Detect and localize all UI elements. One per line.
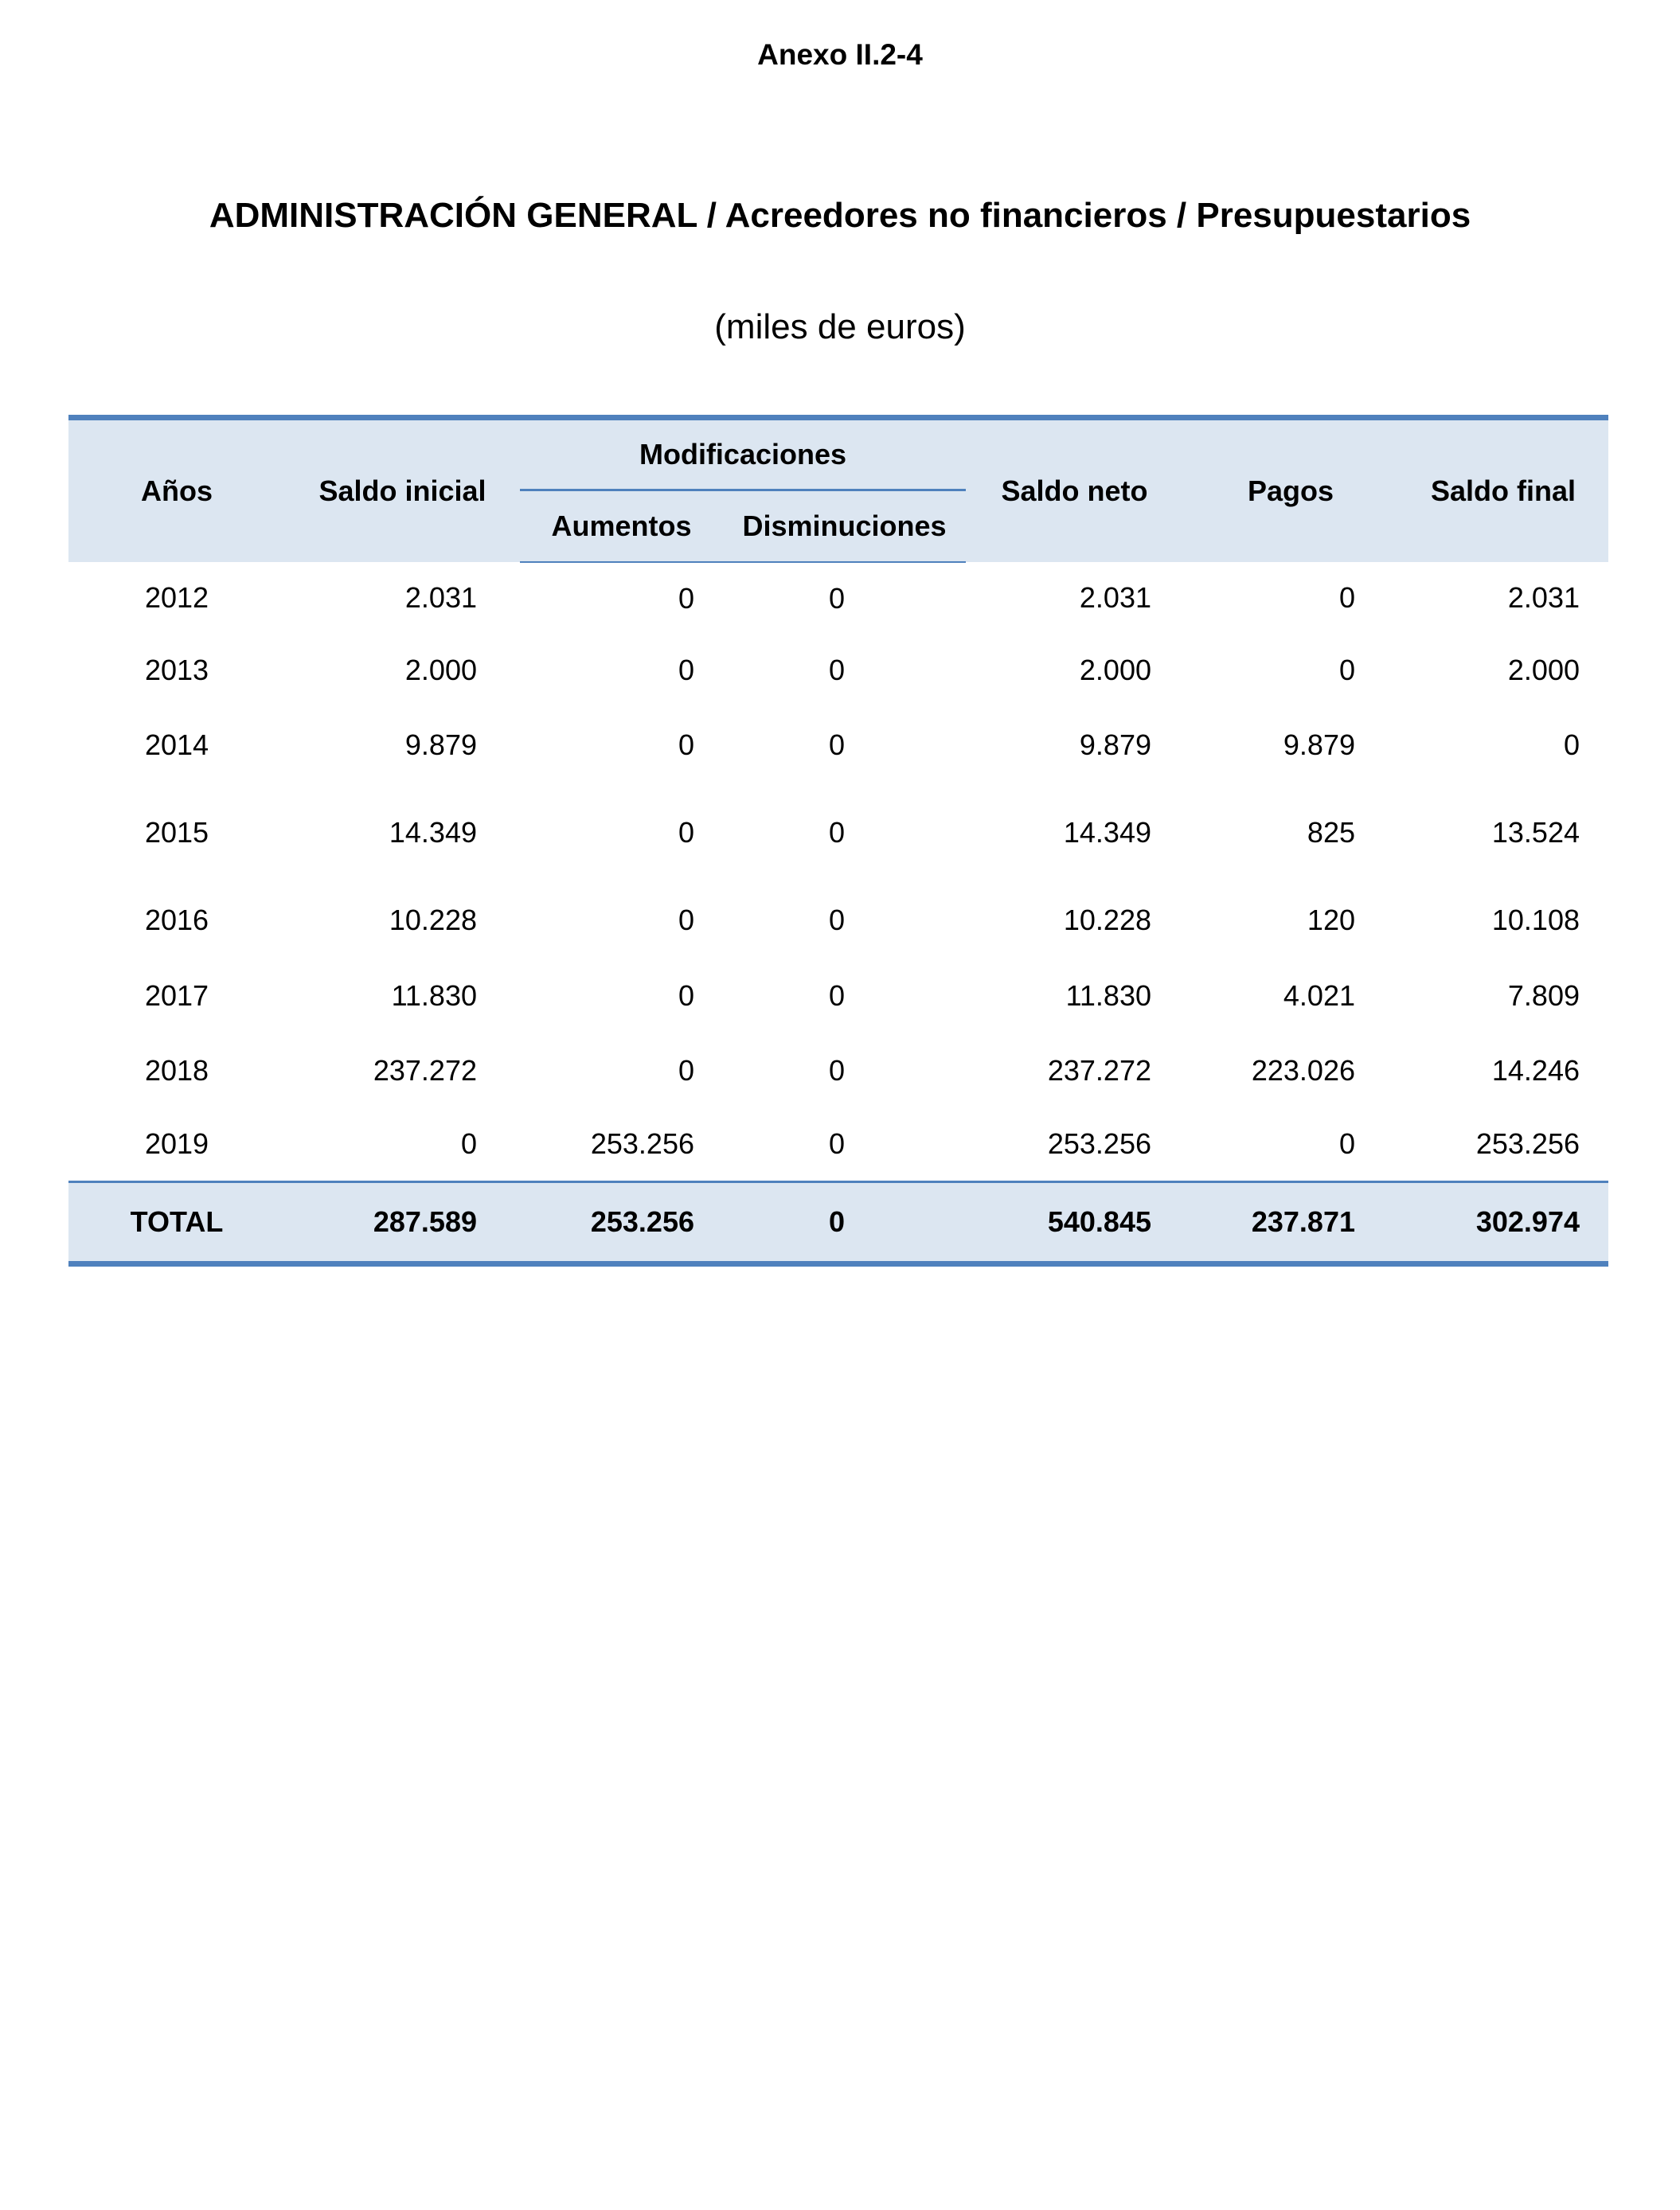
cell-saldo-neto: 11.830	[1065, 979, 1151, 1012]
cell-aumentos: 253.256	[590, 1127, 694, 1161]
header-saldo-final: Saldo final	[1398, 418, 1608, 563]
table-row	[68, 707, 1608, 783]
table-row	[68, 1108, 1608, 1181]
cell-disminuciones: 0	[828, 654, 845, 686]
total-row	[68, 1181, 1608, 1263]
cell-saldo-neto: 253.256	[1047, 1127, 1151, 1161]
cell-year: 2018	[144, 1054, 209, 1087]
cell-year: 2015	[144, 816, 209, 849]
total-label: TOTAL	[68, 1181, 285, 1263]
cell-saldo-inicial: 10.228	[389, 904, 477, 936]
cell-disminuciones: 0	[828, 816, 845, 849]
cell-aumentos: 0	[678, 1054, 694, 1087]
annex-label: Anexo II.2-4	[757, 38, 923, 71]
cell-saldo-final: 7.809	[1507, 979, 1580, 1012]
header-saldo-inicial: Saldo inicial	[285, 418, 520, 563]
cell-disminuciones: 0	[828, 728, 845, 761]
cell-pagos: 120	[1307, 904, 1355, 936]
header-disminuciones: Disminuciones	[723, 490, 966, 563]
units-note: (miles de euros)	[714, 307, 966, 346]
cell-pagos: 0	[1338, 581, 1355, 614]
cell-aumentos: 0	[678, 816, 694, 849]
cell-disminuciones: 0	[828, 979, 845, 1012]
cell-saldo-final: 13.524	[1491, 816, 1580, 849]
cell-year: 2013	[144, 654, 209, 686]
table-row	[68, 959, 1608, 1033]
cell-saldo-neto: 10.228	[1063, 904, 1151, 936]
total-saldo-final: 302.974	[1398, 1181, 1608, 1263]
table-row	[68, 1033, 1608, 1108]
table-row	[68, 783, 1608, 882]
cell-saldo-final: 0	[1563, 728, 1580, 761]
cell-year: 2016	[144, 904, 209, 936]
cell-pagos: 0	[1338, 654, 1355, 686]
table-row	[68, 634, 1608, 707]
total-saldo-neto: 540.845	[966, 1181, 1183, 1263]
cell-disminuciones: 0	[828, 1127, 845, 1161]
cell-saldo-inicial: 0	[460, 1127, 477, 1161]
cell-pagos: 9.879	[1283, 728, 1355, 761]
cell-pagos: 0	[1338, 1127, 1355, 1161]
total-saldo-inicial: 287.589	[285, 1181, 520, 1263]
cell-aumentos: 0	[678, 979, 694, 1012]
cell-saldo-neto: 2.000	[1079, 654, 1151, 686]
cell-disminuciones: 0	[828, 904, 845, 936]
cell-saldo-final: 253.256	[1475, 1127, 1580, 1161]
cell-year: 2012	[144, 581, 209, 614]
cell-aumentos: 0	[678, 728, 694, 761]
table-row	[68, 562, 1608, 634]
cell-aumentos: 0	[678, 581, 694, 615]
cell-saldo-neto: 9.879	[1079, 728, 1151, 761]
header-anios: Años	[68, 418, 285, 563]
cell-saldo-inicial: 11.830	[391, 979, 477, 1012]
cell-saldo-final: 2.000	[1507, 654, 1580, 686]
cell-disminuciones: 0	[828, 581, 845, 615]
cell-year: 2019	[144, 1127, 209, 1161]
cell-saldo-inicial: 2.000	[404, 654, 477, 686]
cell-year: 2017	[144, 979, 209, 1012]
cell-saldo-neto: 237.272	[1047, 1054, 1151, 1087]
cell-saldo-final: 10.108	[1491, 904, 1580, 936]
header-aumentos: Aumentos	[520, 490, 723, 563]
cell-pagos: 4.021	[1283, 979, 1355, 1012]
cell-pagos: 825	[1307, 816, 1355, 849]
header-saldo-neto: Saldo neto	[966, 418, 1183, 563]
cell-year: 2014	[144, 728, 209, 761]
cell-saldo-neto: 14.349	[1063, 816, 1151, 849]
cell-aumentos: 0	[678, 904, 694, 936]
cell-saldo-final: 2.031	[1507, 581, 1580, 614]
document-title: ADMINISTRACIÓN GENERAL / Acreedores no financieros / Presupuestarios	[209, 196, 1471, 235]
cell-pagos: 223.026	[1251, 1054, 1355, 1087]
cell-disminuciones: 0	[828, 1054, 845, 1087]
total-aumentos: 253.256	[520, 1181, 723, 1263]
table-body	[68, 562, 1608, 1181]
table-row	[68, 882, 1608, 959]
total-disminuciones: 0	[723, 1181, 966, 1263]
cell-saldo-neto: 2.031	[1079, 581, 1151, 614]
cell-saldo-inicial: 237.272	[373, 1054, 477, 1087]
cell-saldo-inicial: 14.349	[389, 816, 477, 849]
cell-saldo-inicial: 2.031	[404, 581, 477, 614]
cell-saldo-inicial: 9.879	[404, 728, 477, 761]
cell-saldo-final: 14.246	[1491, 1054, 1580, 1087]
creditors-table	[68, 415, 1608, 1267]
total-pagos: 237.871	[1183, 1181, 1398, 1263]
header-modificaciones: Modificaciones	[520, 418, 966, 490]
header-pagos: Pagos	[1183, 418, 1398, 563]
cell-aumentos: 0	[678, 654, 694, 686]
